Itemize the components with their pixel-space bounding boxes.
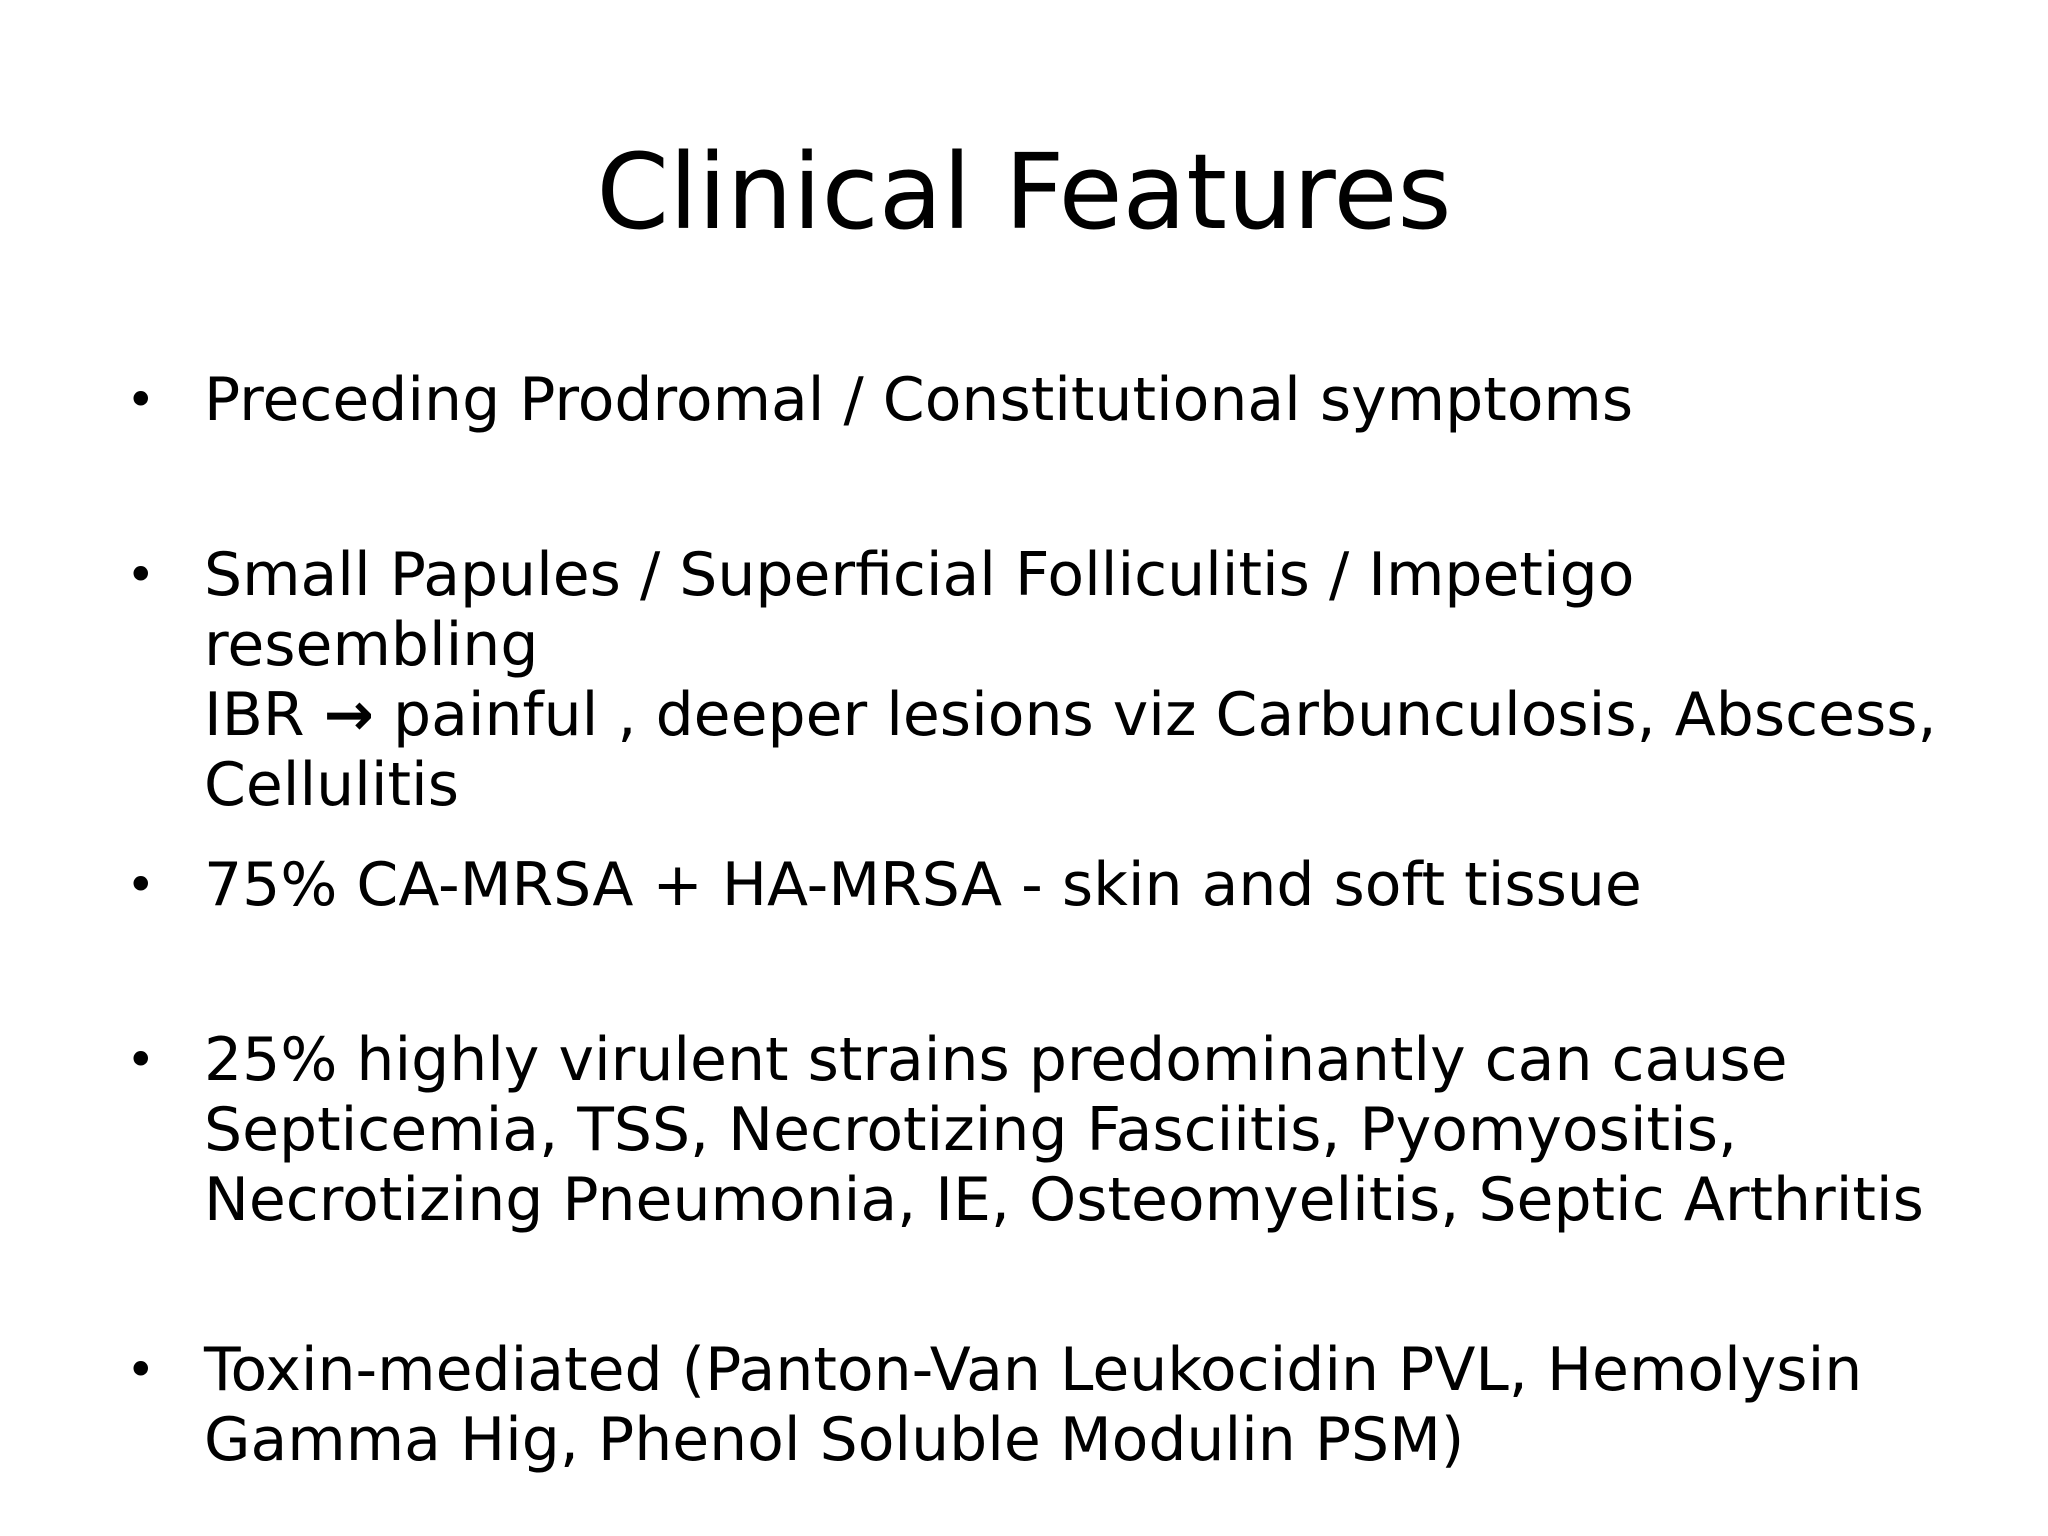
bullet-item-4 <box>126 1025 1986 1235</box>
slide-title: Clinical Features <box>596 131 1452 253</box>
bullet-text <box>204 540 1986 820</box>
bullet-dot: • <box>126 856 156 914</box>
bullet-dot: • <box>126 371 156 429</box>
bullet-item-1 <box>126 365 1986 435</box>
bullet-dot: • <box>126 1341 156 1399</box>
bullet-text: Toxin-mediated (Panton-Van Leukocidin PVL, Hemolysin Gamma Hig, Phenol Soluble Modulin PSM) <box>204 1335 1863 1475</box>
bullet-item-3 <box>126 850 1986 920</box>
bullet-dot: • <box>126 546 156 604</box>
arrow-right-icon: → <box>323 680 374 750</box>
bullet-text-part: Small Papules / Superficial Folliculitis / Impetigo resembling IBR <box>204 540 1635 750</box>
bullet-item-2 <box>126 540 1986 820</box>
bullet-text: 25% highly virulent strains predominantly can cause Septicemia, TSS, Necrotizing Fasciitis, Pyomyositis, Necrotizing Pneumonia, IE, Osteomyelitis, Septic Arthritis <box>204 1025 1924 1235</box>
bullet-text: 75% CA-MRSA + HA-MRSA - skin and soft tissue <box>204 850 1642 920</box>
bullet-item-5 <box>126 1335 1986 1475</box>
bullet-text-part: painful , deeper lesions viz Carbunculosis, Abscess, Cellulitis <box>204 680 1937 820</box>
bullet-text: Preceding Prodromal / Constitutional symptoms <box>204 365 1634 435</box>
bullet-dot: • <box>126 1031 156 1089</box>
